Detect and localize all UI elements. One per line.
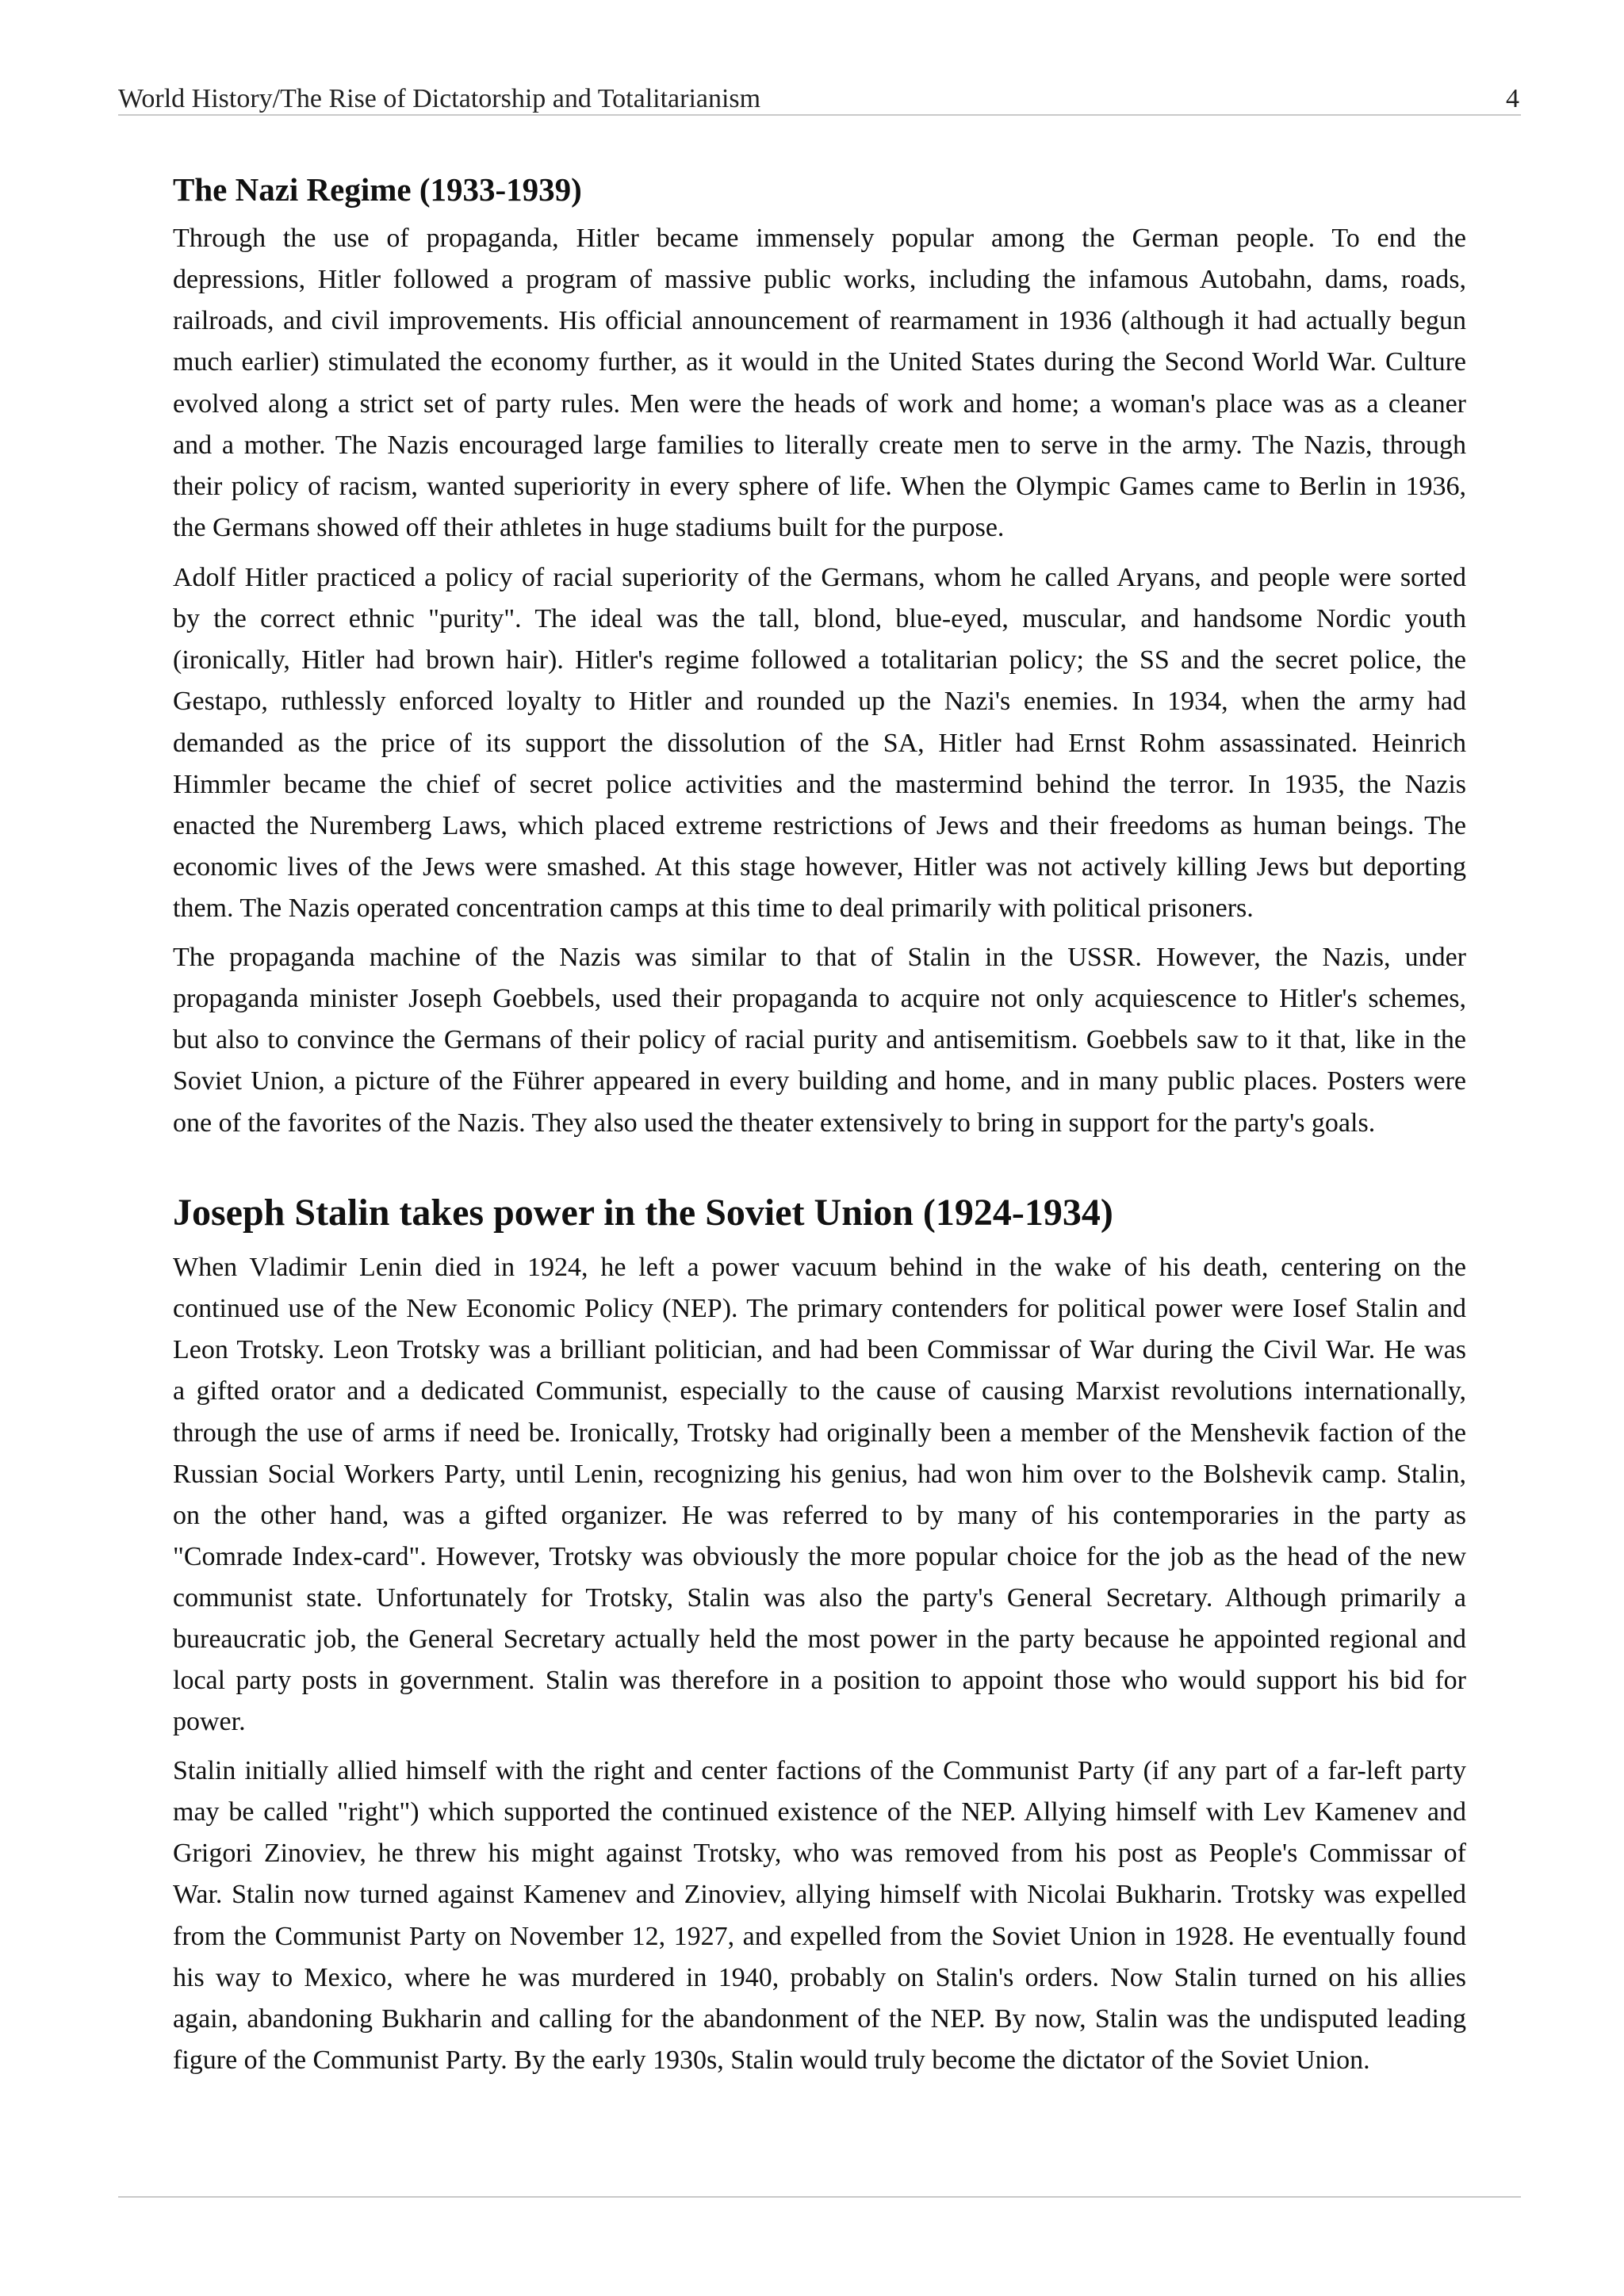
text-line: War. Stalin now turned against Kamenev and Zinoviev, allying himself with Nicolai Bukharin. Trotsky was expelled (173, 1880, 1466, 1910)
text-line: "Comrade Index-card". However, Trotsky was obviously the more popular choice for the job as the head of the new (173, 1541, 1466, 1571)
text-line: bureaucratic job, the General Secretary actually held the most power in the party because he appointed regional and (173, 1624, 1466, 1655)
text-line: (ironically, Hitler had brown hair). Hitler's regime followed a totalitarian policy; the SS and the secret police, the (173, 645, 1466, 675)
text-line: propaganda minister Joseph Goebbels, used their propaganda to acquire not only acquiescence to Hitler's schemes, (173, 984, 1466, 1014)
text-line: Leon Trotsky. Leon Trotsky was a brilliant politician, and had been Commissar of War during the Civil War. He was (173, 1335, 1466, 1365)
text-line: continued use of the New Economic Policy (NEP). The primary contenders for political power were Iosef Stalin and (173, 1294, 1466, 1324)
text-line: the Germans showed off their athletes in huge stadiums built for the purpose. (173, 512, 1005, 542)
text-line: When Vladimir Lenin died in 1924, he left a power vacuum behind in the wake of his death, centering on the (173, 1253, 1466, 1282)
text-line: on the other hand, was a gifted organizer. He was referred to by many of his contemporaries in the party as (173, 1500, 1466, 1530)
text-line: their policy of racism, wanted superiority in every sphere of life. When the Olympic Games came to Berlin in 1936, (173, 471, 1466, 501)
text-line: from the Communist Party on November 12, 1927, and expelled from the Soviet Union in 1928. He eventually found (173, 1921, 1466, 1951)
text-line: his way to Mexico, where he was murdered in 1940, probably on Stalin's orders. Now Stalin turned on his allies (173, 1962, 1466, 1992)
text-line: but also to convince the Germans of their policy of racial purity and antisemitism. Goebbels saw to it that, like in the (173, 1025, 1466, 1055)
paragraph (173, 218, 1466, 549)
paragraph (173, 1247, 1466, 1743)
text-line: Through the use of propaganda, Hitler became immensely popular among the German people. To end the (173, 224, 1466, 253)
text-line: through the use of arms if need be. Ironically, Trotsky had originally been a member of the Menshevik faction of the (173, 1418, 1466, 1448)
text-line: The propaganda machine of the Nazis was similar to that of Stalin in the USSR. However, the Nazis, under (173, 943, 1466, 972)
text-line: figure of the Communist Party. By the early 1930s, Stalin would truly become the dictator of the Soviet Union. (173, 2045, 1370, 2075)
page-number: 4 (1506, 84, 1519, 113)
text-line: economic lives of the Jews were smashed. At this stage however, Hitler was not actively killing Jews but deporting (173, 851, 1466, 882)
text-line: one of the favorites of the Nazis. They also used the theater extensively to bring in support for the party's goals. (173, 1108, 1376, 1138)
text-line: evolved along a strict set of party rules. Men were the heads of work and home; a woman's place was as a cleaner (173, 388, 1466, 419)
section-heading: The Nazi Regime (1933-1939) (173, 171, 582, 208)
text-line: local party posts in government. Stalin was therefore in a position to appoint those who would support his bid for (173, 1666, 1466, 1696)
text-line: power. (173, 1707, 246, 1737)
text-line: may be called "right") which supported the continued existence of the NEP. Allying himself with Lev Kamenev and (173, 1797, 1466, 1827)
text-line: enacted the Nuremberg Laws, which placed extreme restrictions of Jews and their freedoms as human beings. The (173, 810, 1466, 840)
paragraph (173, 937, 1466, 1144)
text-line: Adolf Hitler practiced a policy of racial superiority of the Germans, whom he called Aryans, and people were sorted (173, 563, 1466, 592)
text-line: much earlier) stimulated the economy further, as it would in the United States during the Second World War. Culture (173, 347, 1466, 377)
text-line: Russian Social Workers Party, until Lenin, recognizing his genius, had won him over to the Bolshevik camp. Stalin, (173, 1459, 1466, 1489)
paragraph (173, 557, 1466, 929)
section-heading: Joseph Stalin takes power in the Soviet Union (1924-1934) (173, 1192, 1113, 1234)
header-rule (118, 114, 1521, 116)
text-line: depressions, Hitler followed a program of massive public works, including the infamous Autobahn, dams, roads, (173, 265, 1466, 295)
text-line: railroads, and civil improvements. His official announcement of rearmament in 1936 (although it had actually begun (173, 306, 1466, 336)
text-line: by the correct ethnic "purity". The ideal was the tall, blond, blue-eyed, muscular, and handsome Nordic youth (173, 604, 1466, 634)
text-line: them. The Nazis operated concentration camps at this time to deal primarily with political prisoners. (173, 894, 1254, 923)
text-line: Stalin initially allied himself with the right and center factions of the Communist Party (if any part of a far-left party (173, 1756, 1466, 1785)
text-line: Soviet Union, a picture of the Führer appeared in every building and home, and in many public places. Posters were (173, 1066, 1466, 1096)
text-line: communist state. Unfortunately for Trotsky, Stalin was also the party's General Secretary. Although primarily a (173, 1583, 1466, 1613)
header-title: World History/The Rise of Dictatorship and Totalitarianism (118, 84, 761, 113)
footer-rule (118, 2196, 1521, 2198)
text-line: Himmler became the chief of secret police activities and the mastermind behind the terror. In 1935, the Nazis (173, 769, 1466, 799)
text-line: again, abandoning Bukharin and calling for the abandonment of the NEP. By now, Stalin was the undisputed leading (173, 2003, 1466, 2034)
text-line: and a mother. The Nazis encouraged large families to literally create men to serve in the army. The Nazis, through (173, 430, 1466, 460)
running-header (118, 82, 1519, 117)
paragraph (173, 1751, 1466, 2081)
text-line: a gifted orator and a dedicated Communist, especially to the cause of causing Marxist revolutions internationally, (173, 1376, 1466, 1406)
text-line: demanded as the price of its support the dissolution of the SA, Hitler had Ernst Rohm assassinated. Heinrich (173, 728, 1466, 758)
text-line: Gestapo, ruthlessly enforced loyalty to Hitler and rounded up the Nazi's enemies. In 1934, when the army had (173, 687, 1466, 717)
text-line: Grigori Zinoviev, he threw his might against Trotsky, who was removed from his post as People's Commissar of (173, 1839, 1466, 1869)
